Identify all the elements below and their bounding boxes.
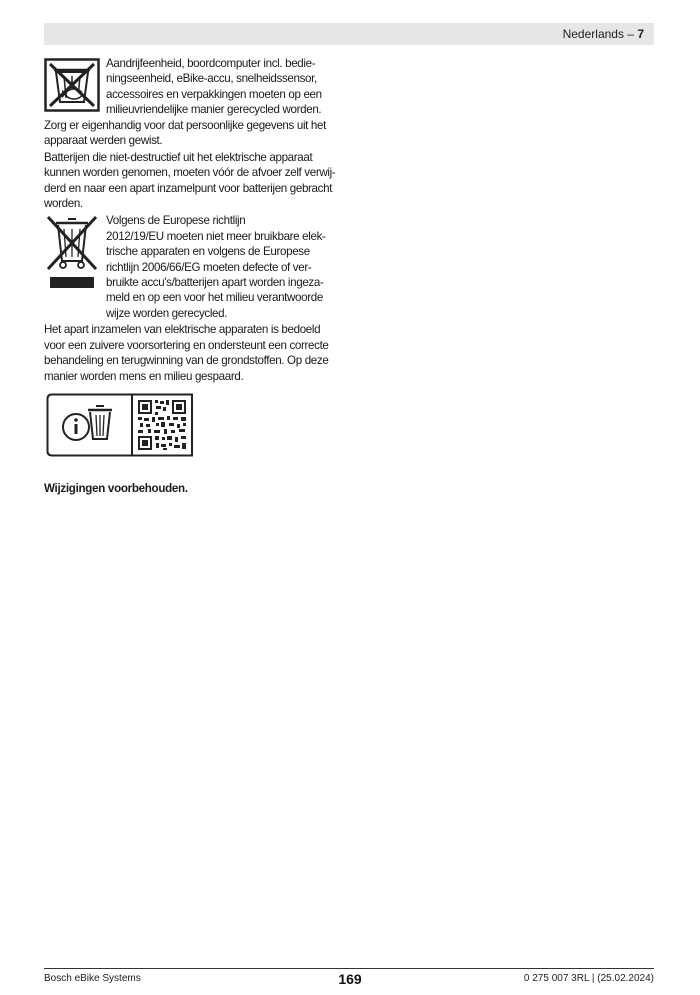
paragraph-line: Het apart inzamelen van elektrische apparaten is bedoeld	[44, 323, 321, 337]
footer-divider	[44, 968, 654, 969]
qr-code	[138, 400, 186, 450]
header-section: Nederlands	[562, 27, 624, 41]
paragraph-line: manier worden mens en milieu gespaard.	[44, 369, 244, 383]
paragraph-line: derd en naar een apart inzamelpunt voor batterijen gebracht	[44, 181, 333, 195]
changes-reserved-note: Wijzigingen voorbehouden.	[44, 482, 188, 495]
footer-doc-id: 0 275 007 3RL | (25.02.2024)	[523, 973, 654, 984]
paragraph-line: worden.	[44, 197, 83, 211]
header-page-number: 7	[637, 27, 644, 41]
paragraph-line: apparaat werden gewist.	[44, 134, 163, 148]
recycle-line: accessoires en verpakkingen moeten op een	[106, 87, 322, 101]
paragraph-line: Batterijen die niet-destructief uit het elektrische apparaat	[44, 150, 313, 164]
weee-line: bruikte accu's/batterijen apart worden ingeza-	[106, 276, 324, 290]
paragraph-batteries	[44, 150, 344, 212]
weee-line: Volgens de Europese richtlijn	[106, 214, 246, 228]
no-household-waste-icon	[44, 58, 100, 112]
weee-block	[44, 213, 344, 321]
crossed-bin-icon	[44, 213, 100, 293]
weee-line: 2012/19/EU moeten niet meer bruikbare elek-	[106, 229, 326, 243]
paragraph-data	[44, 118, 344, 149]
paragraph-line: voor een zuivere voorsortering en ondersteunt een correcte	[44, 338, 329, 352]
recycle-block	[44, 56, 344, 118]
paragraph-line: kunnen worden genomen, moeten vóór de afvoer zelf verwij-	[44, 166, 336, 180]
footer-page-number: 169	[338, 971, 362, 987]
paragraph-collection	[44, 322, 344, 384]
weee-line: richtlijn 2006/66/EG moeten defecte of ver-	[106, 260, 312, 274]
weee-line: trische apparaten en volgens de Europese	[106, 245, 310, 259]
header-text	[563, 27, 644, 41]
info-qr-graphic	[46, 393, 194, 457]
weee-line: wijze worden gerecycled.	[106, 306, 228, 320]
info-bin-icon	[63, 406, 112, 440]
footer-brand: Bosch eBike Systems	[44, 973, 141, 984]
header-separator: –	[623, 27, 638, 41]
recycle-line: milieuvriendelijke manier gerecycled worden.	[106, 103, 322, 117]
paragraph-line: behandeling en terugwinning van de grondstoffen. Op deze	[44, 354, 329, 368]
paragraph-line: Zorg er eigenhandig voor dat persoonlijke gegevens uit het	[44, 119, 326, 132]
header-bar	[44, 23, 654, 45]
info-qr-box	[46, 393, 194, 457]
recycle-line: Aandrijfeenheid, boordcomputer incl. bedie-	[106, 57, 316, 70]
main-column	[44, 56, 344, 384]
recycle-line: ningseenheid, eBike-accu, snelheidssensor,	[106, 72, 317, 86]
weee-line: meld en op een voor het milieu verantwoorde	[106, 291, 323, 305]
